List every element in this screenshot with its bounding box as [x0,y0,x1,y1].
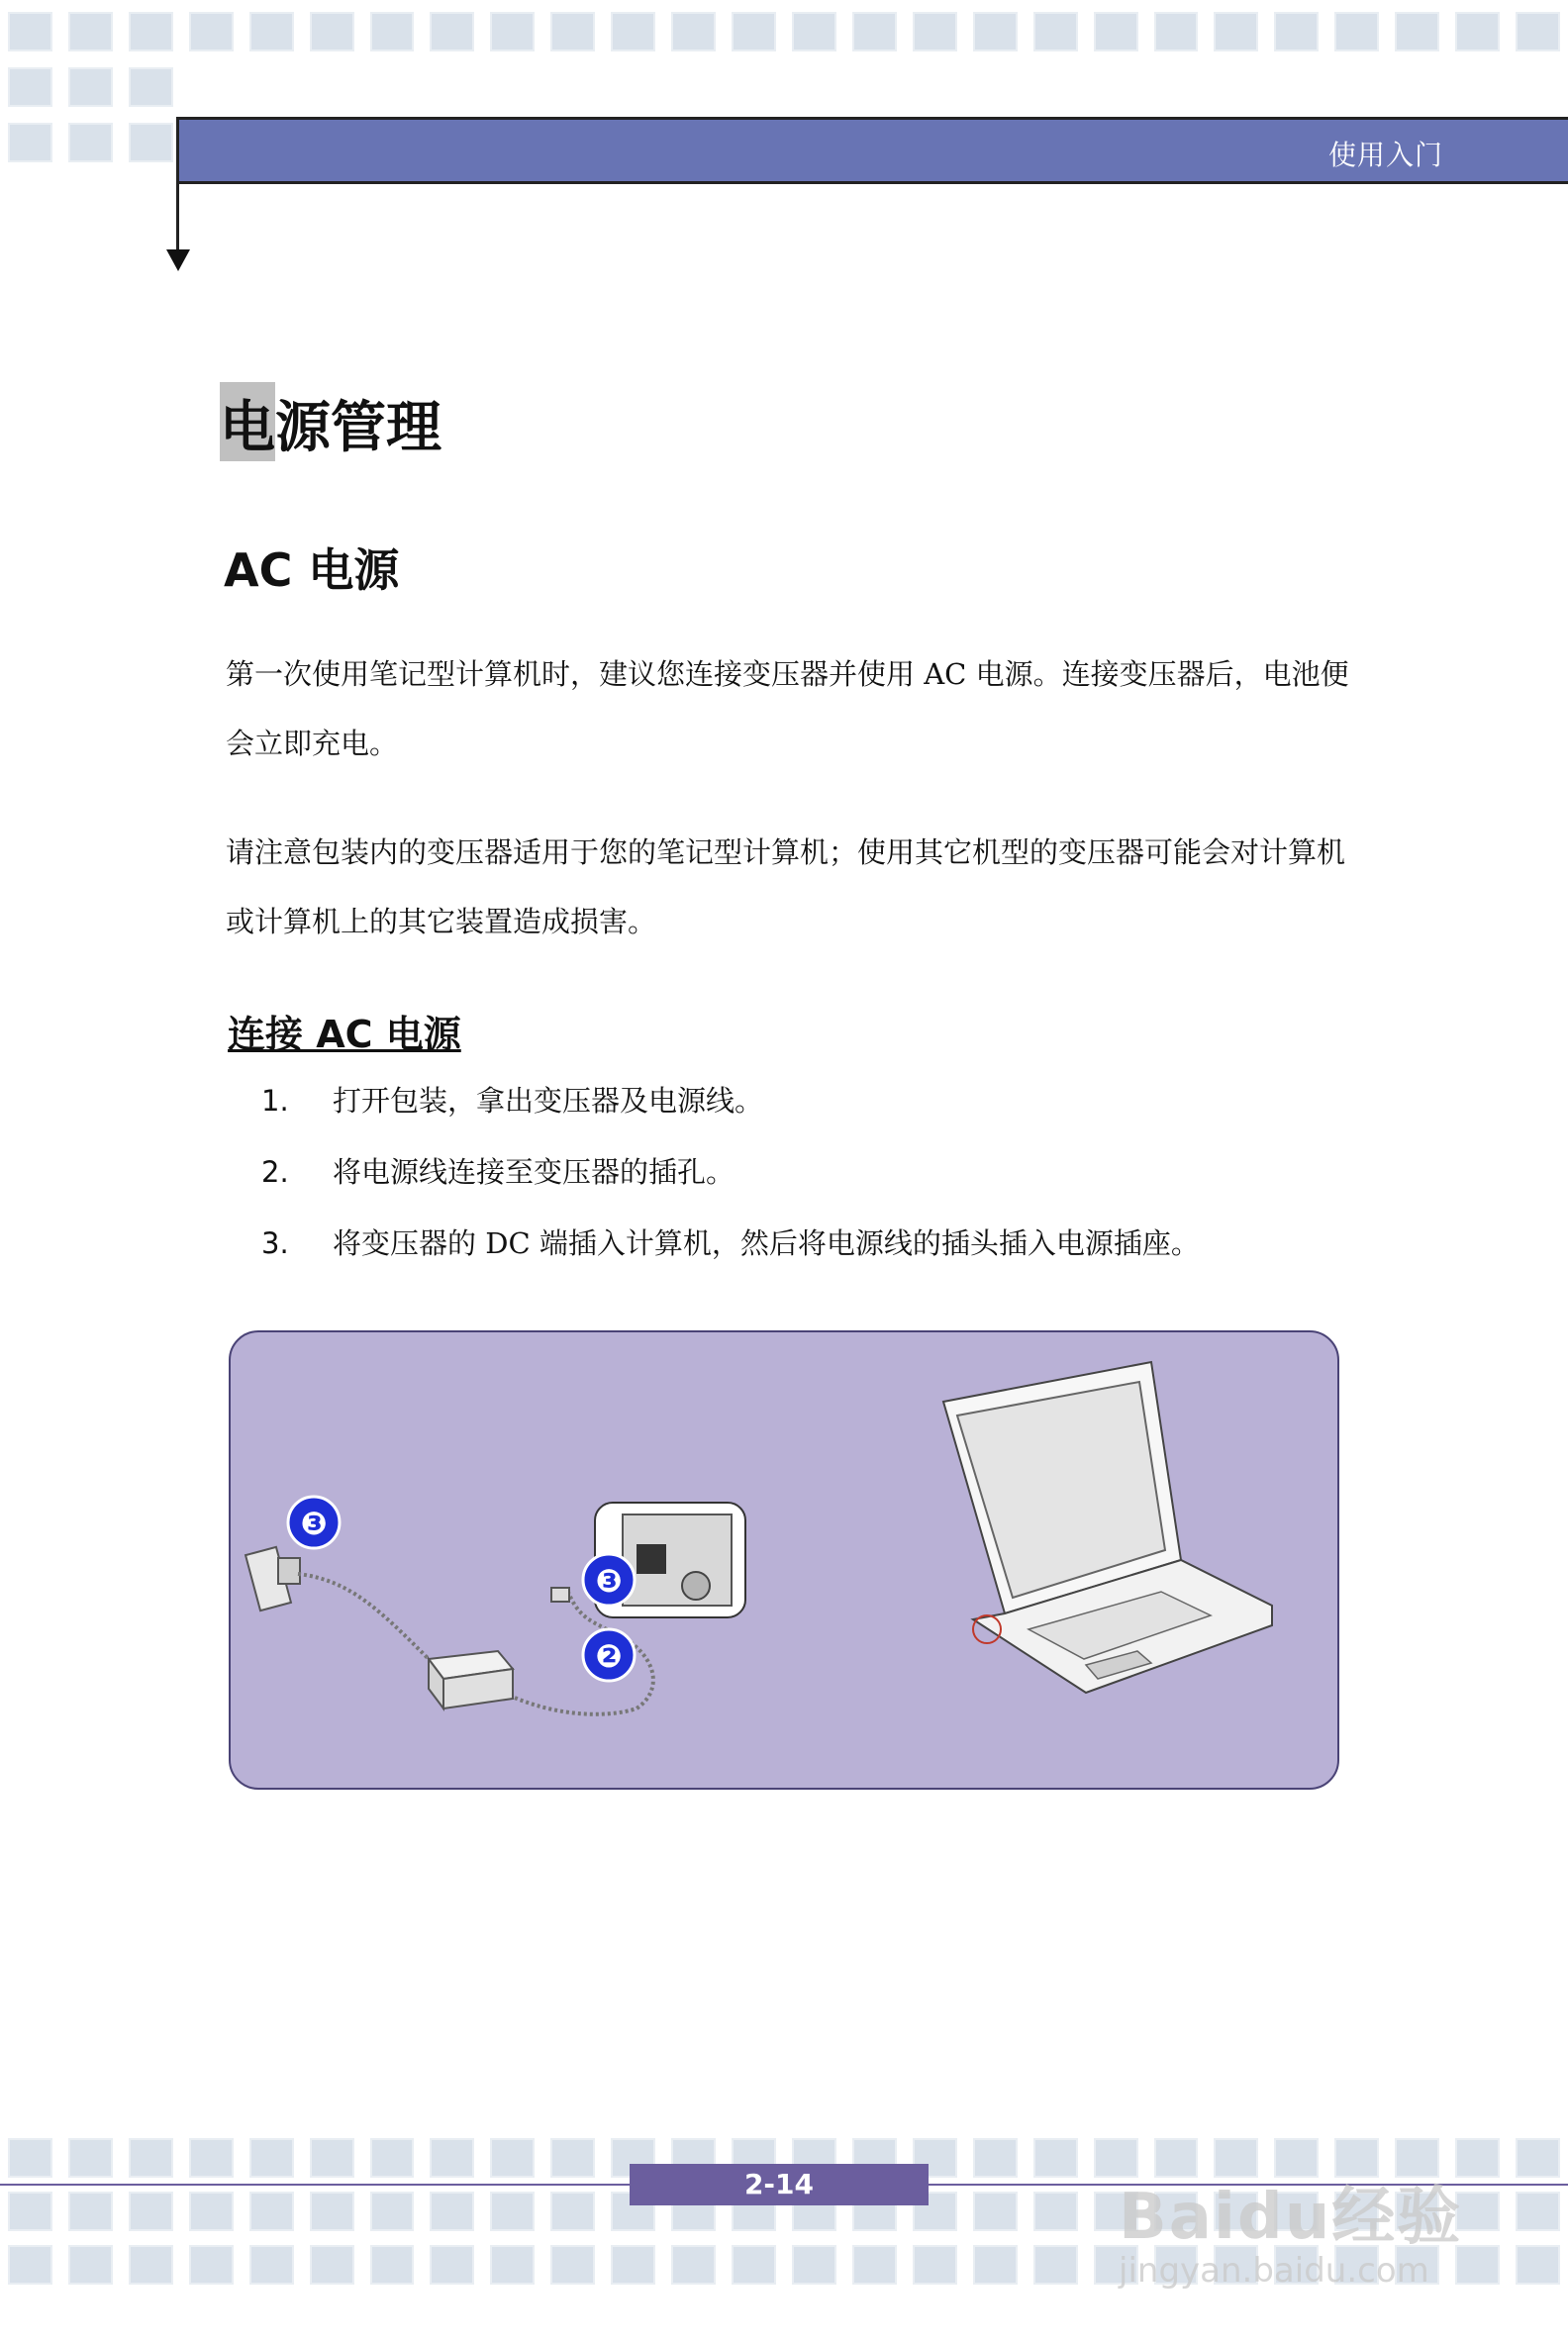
decorative-tile [129,123,173,162]
decorative-tile [430,2245,474,2285]
power-adapter-icon [429,1651,513,1709]
decorative-tile [490,2138,535,2178]
decorative-tile [1395,12,1439,51]
decorative-tile [129,2245,173,2285]
decorative-tile [611,2245,655,2285]
wall-outlet-icon [245,1547,300,1611]
decorative-tile [430,2138,474,2178]
down-arrow-icon [166,249,190,271]
watermark-logo: Baidu经验 [1119,2181,1463,2254]
decorative-tile [973,12,1018,51]
step-marker [583,1554,635,1606]
decorative-tile [732,12,776,51]
decorative-tile [310,2245,354,2285]
decorative-tile [430,12,474,51]
decorative-tile [68,2138,113,2178]
decorative-tile [1214,12,1258,51]
watermark [1119,2128,1524,2306]
decorative-tile [852,12,897,51]
steps-list [228,1073,1200,1287]
decorative-tile [370,2245,415,2285]
step-text: 打开包装，拿出变压器及电源线。 [333,1084,764,1118]
decorative-tile [550,2138,595,2178]
step-number: 2. [261,1155,289,1189]
paragraph-warning: 请注意包装内的变压器适用于您的笔记型计算机；使用其它机型的变压器可能会对计算机或计算机上的其它装置造成损害。 [226,835,1346,938]
header-bar [176,117,1568,184]
decorative-tile [973,2245,1018,2285]
decorative-tile [189,2245,234,2285]
step-marker-label: ❸ [300,1505,328,1542]
decorative-tile [249,12,294,51]
page-number: 2-14 [630,2164,929,2205]
step-text: 将电源线连接至变压器的插孔。 [333,1155,735,1189]
decorative-tile [189,2138,234,2178]
step-marker [288,1497,340,1548]
decorative-tile [732,2245,776,2285]
decorative-tile [550,2245,595,2285]
decorative-tile [310,12,354,51]
decorative-tile [1154,12,1199,51]
decorative-tile [68,12,113,51]
decorative-tile [129,67,173,107]
decorative-tile [973,2192,1018,2231]
decorative-tile [129,12,173,51]
decorative-tile [671,12,716,51]
decorative-tile [310,2138,354,2178]
decorative-tile [189,2192,234,2231]
decorative-tile [68,2192,113,2231]
decorative-tile [1033,12,1078,51]
decorative-tile [852,2245,897,2285]
decorative-tile [973,2138,1018,2178]
decorative-tile [550,2192,595,2231]
decorative-tile [1033,2192,1078,2231]
decorative-tile [68,123,113,162]
step-item [228,1216,1200,1287]
decorative-tile [1455,12,1500,51]
decorative-tile [1516,12,1560,51]
decorative-tile [249,2192,294,2231]
step-number: 3. [261,1226,289,1260]
decorative-tile [430,2192,474,2231]
decorative-tile [913,2245,957,2285]
header-title: 使用入门 [1327,139,1443,171]
decorative-tile [129,2138,173,2178]
paragraph-intro: 第一次使用笔记型计算机时，建议您连接变压器并使用 AC 电源。连接变压器后，电池便会立即充电。 [226,657,1349,760]
decorative-tile [1094,12,1138,51]
decorative-tile [671,2245,716,2285]
watermark-url: jingyan.baidu.com [1119,2251,1429,2291]
decorative-tile [792,12,836,51]
decorative-tile [129,2192,173,2231]
laptop-icon [943,1362,1272,1693]
decorative-tile [370,2192,415,2231]
decorative-tile [370,12,415,51]
decorative-tile [8,123,52,162]
decorative-tile [1274,12,1319,51]
step-marker [583,1629,635,1681]
power-cord [298,1574,429,1659]
decorative-tile [8,2192,52,2231]
decorative-tile [68,67,113,107]
decorative-tile [611,12,655,51]
step-item [228,1073,1200,1144]
section-heading: AC 电源 [224,543,400,597]
step-item [228,1144,1200,1216]
decorative-tile [370,2138,415,2178]
decorative-tile [8,12,52,51]
step-marker-label: ❷ [595,1637,623,1675]
decorative-tile [68,2245,113,2285]
step-marker-label: ❸ [595,1562,623,1600]
decorative-tile [8,67,52,107]
decorative-tile [189,12,234,51]
decorative-tile [550,12,595,51]
decorative-tile [8,2138,52,2178]
page-title: 电源管理 [220,395,441,460]
decorative-tile [1334,12,1379,51]
decorative-tile [490,12,535,51]
decorative-tile [490,2192,535,2231]
decorative-tile [8,2245,52,2285]
illustration-drawing [231,1332,1339,1790]
decorative-tile [913,12,957,51]
dc-plug-icon [551,1588,569,1602]
decorative-tile [1033,2138,1078,2178]
header-vertical-line [176,117,179,253]
decorative-tile [490,2245,535,2285]
decorative-tile [792,2245,836,2285]
decorative-tile [310,2192,354,2231]
subsection-heading: 连接 AC 电源 [228,1013,461,1056]
decorative-tile [249,2138,294,2178]
decorative-tile [249,2245,294,2285]
decorative-tile [1033,2245,1078,2285]
connection-illustration [229,1330,1339,1790]
step-text: 将变压器的 DC 端插入计算机，然后将电源线的插头插入电源插座。 [333,1226,1200,1260]
step-number: 1. [261,1084,289,1118]
